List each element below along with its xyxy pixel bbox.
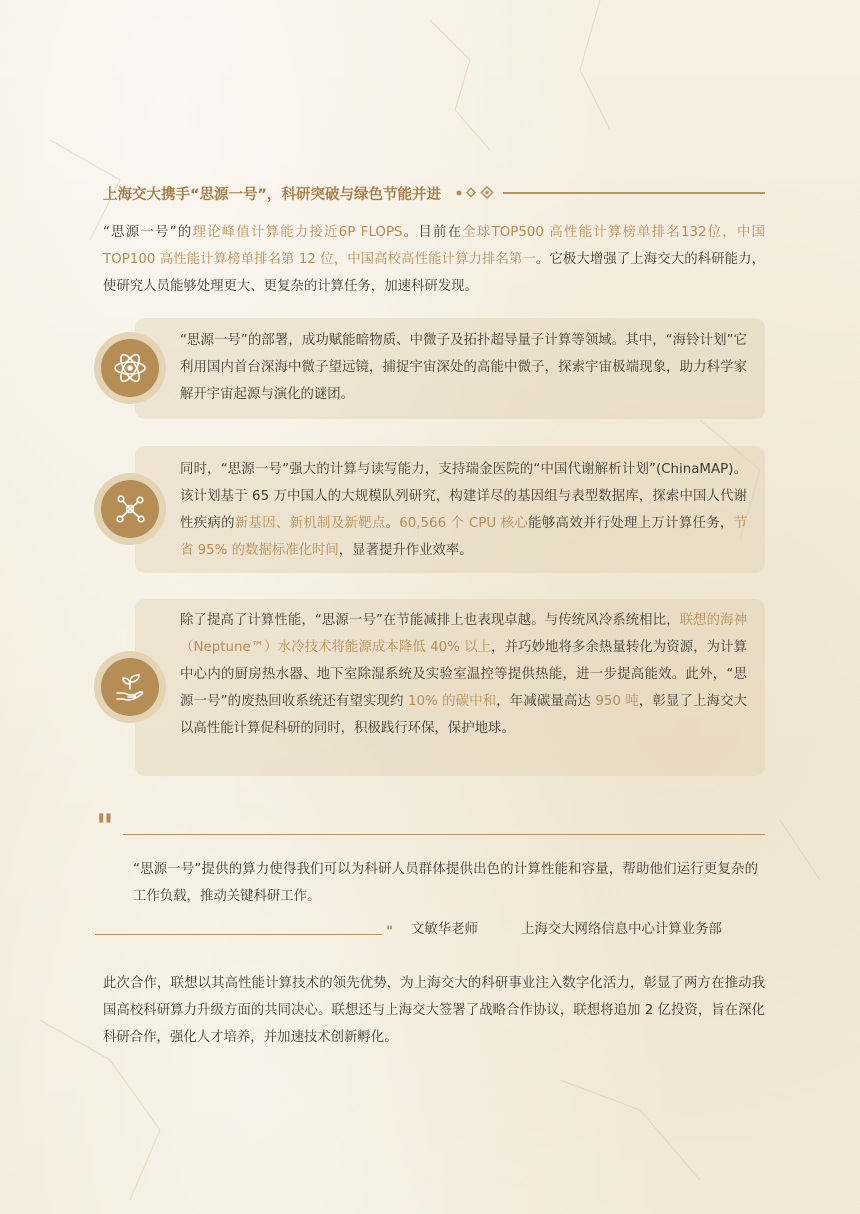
intro-text-2: 。目前在 [402,225,463,240]
card-text-4: ，彰显了上海交大以高性能计算促科研的同时，积极践行环保，保护地球。 [180,694,747,736]
intro-text-3: 。它极大增强了上海交大的科研能力，使研究人员能够处理更大、更复杂的计算任务，加速科研发现。 [103,252,765,294]
quote-top-rule [123,834,765,835]
info-card-energy-saving [135,599,765,776]
card-text-1: 同时，“思源一号”强大的计算与读写能力，支持瑞金医院的“中国代谢解析计划”(ChinaMAP)。该计划基于 65 万中国人的大规模队列研究，构建详尽的基因组与表型数据库，探索中国人代谢性疾病的 [180,462,747,531]
card-highlight-1: 联想的海神（Neptune™）水冷技术将能源成本降低 40% 以上 [180,613,748,655]
intro-text-1: “思源一号”的 [103,225,193,240]
card-highlight-2: 60,566 个 CPU 核心 [399,516,529,531]
quote-organization: 上海交大网络信息中心计算业务部 [521,922,722,937]
quote-mark-icon: " [96,807,114,847]
info-card-dark-matter [135,318,765,419]
small-quote-mark-icon: " [386,924,394,940]
card-highlight-3: 950 吨 [595,694,639,709]
card-text-4: ，显著提升作业效率。 [338,543,473,558]
quote-bottom-rule [95,934,382,935]
card-highlight-3: 节省 95% 的数据标准化时间 [180,516,748,558]
info-card-chinamap [135,446,765,573]
section-heading [103,182,765,204]
intro-highlight-1: 理论峰值计算能力接近6P FLOPS [192,225,403,240]
card-text-1: “思源一号”的部署，成功赋能暗物质、中微子及拓扑超导量子计算等领域。其中，“海铃计划”它利用国内首台深海中微子望远镜，捕捉宇宙深处的高能中微子，探索宇宙极端现象，助力科学家解开宇宙起源与演化的谜团。 [180,333,747,402]
intro-paragraph [103,219,765,300]
card-highlight-2: 10% 的碳中和 [407,694,497,709]
card-badge [94,332,166,404]
hand-sprout-icon [112,669,148,705]
card-text-3: 能够高效并行处理上万计算任务， [528,516,734,531]
atom-icon [112,350,148,386]
heading-rule [503,192,765,194]
card-text [180,456,747,564]
card-badge [94,473,166,545]
card-badge [94,651,166,723]
card-text-3: ，年减碳量高达 [496,694,596,709]
intro-highlight-2: 全球TOP500 高性能计算榜单排名132位，中国 TOP100 高性能计算榜单排名第 12 位，中国高校高性能计算力排名第一 [103,225,766,267]
card-text-2: ，并巧妙地将多余热量转化为资源，为计算中心内的厨房热水器、地下室除湿系统及实验室温控等提供热能，进一步提高能效。此外，“思源一号”的废热回收系统还有望实现约 [180,640,747,709]
card-text [180,327,747,408]
diamond-ornament-icon [455,186,503,200]
quote-text: “思源一号”提供的算力使得我们可以为科研人员群体提供出色的计算性能和容量，帮助他们运行更复杂的工作负载，推动关键科研工作。 [133,862,758,904]
closing-paragraph: 此次合作，联想以其高性能计算技术的领先优势，为上海交大的科研事业注入数字化活力，彰显了两方在推动我国高校科研算力升级方面的共同决心。联想还与上海交大签署了战略合作协议，联想将追加 2 亿投资，旨在深化科研合作，强化人才培养，并加速技术创新孵化。 [103,976,765,1045]
card-text-2: 。 [385,516,400,531]
card-text-1: 除了提高了计算性能，“思源一号”在节能减排上也表现卓越。与传统风冷系统相比， [180,613,680,628]
heading-ornament [455,186,765,200]
section-title: 上海交大携手“思源一号”，科研突破与绿色节能并进 [103,186,442,203]
card-text [180,607,747,742]
molecule-icon [112,491,148,527]
quote-author: 文敏华老师 [411,922,478,937]
card-highlight-1: 新基因、新机制及新靶点 [234,516,386,531]
